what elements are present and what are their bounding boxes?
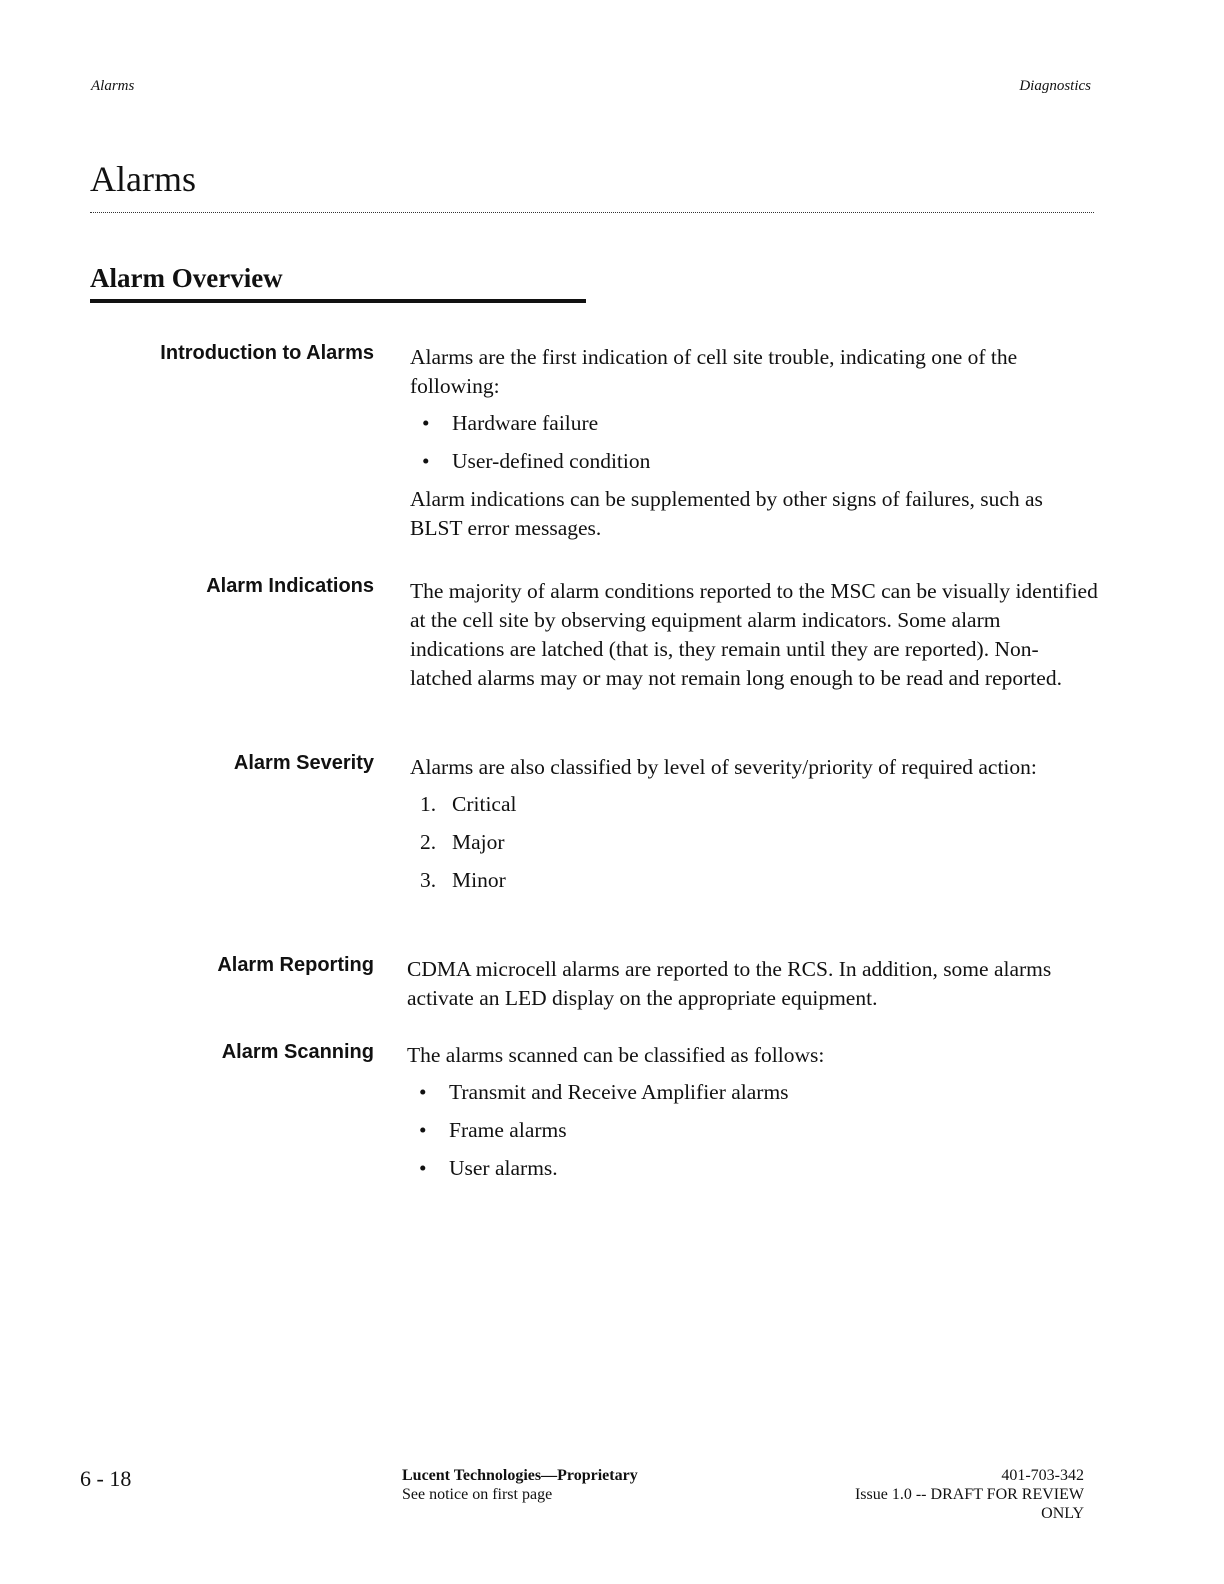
section-label: Alarm Scanning xyxy=(221,1041,374,1063)
paragraph: Alarm indications can be supplemented by other signs of failures, such as BLST error messages. xyxy=(410,487,1043,540)
title-dotted-rule xyxy=(90,212,1094,213)
footer-notice: See notice on first page xyxy=(402,1486,553,1503)
paragraph: Alarms are the first indication of cell site trouble, indicating one of the following: xyxy=(410,345,1018,398)
list-item: • Transmit and Receive Amplifier alarms xyxy=(407,1078,1097,1107)
section-body xyxy=(410,343,1100,543)
footer-proprietary-notice xyxy=(402,1466,638,1504)
list-item: • User-defined condition xyxy=(410,447,1100,476)
bullet-list xyxy=(407,1078,1097,1183)
section-label: Introduction to Alarms xyxy=(160,342,374,364)
footer-document-info xyxy=(855,1466,1084,1523)
list-item: • User alarms. xyxy=(407,1154,1097,1183)
numbered-list xyxy=(410,790,1100,895)
section-body xyxy=(407,955,1097,1013)
footer-issue-line2: ONLY xyxy=(1041,1505,1084,1522)
section-body xyxy=(410,753,1100,904)
section-label: Alarm Indications xyxy=(206,575,374,597)
section-rule xyxy=(90,299,586,303)
running-header-section: Diagnostics xyxy=(1019,78,1091,94)
footer-issue: Issue 1.0 -- DRAFT FOR REVIEW xyxy=(854,1486,1084,1503)
list-item: • Hardware failure xyxy=(410,409,1100,438)
list-item-text: Major xyxy=(452,830,505,854)
section-label: Alarm Severity xyxy=(233,752,374,774)
list-item: • Frame alarms xyxy=(407,1116,1097,1145)
list-number: 2. xyxy=(420,830,437,854)
footer-company: Lucent Technologies—Proprietary xyxy=(402,1467,638,1484)
list-item xyxy=(410,790,1100,819)
section-body xyxy=(410,577,1100,693)
page-number: 6 - 18 xyxy=(80,1466,132,1491)
paragraph: The majority of alarm conditions reported to the MSC can be visually identified at the cell site by observing equipment alarm indicators. Some alarm indications are latched (that is, they remain until they are reported). Non-latched alarms may or may not remain long enough to be read and reported. xyxy=(410,579,1098,690)
footer-doc-number: 401-703-342 xyxy=(1001,1467,1084,1484)
paragraph: Alarms are also classified by level of severity/priority of required action: xyxy=(410,755,1037,779)
paragraph: CDMA microcell alarms are reported to the RCS. In addition, some alarms activate an LED display on the appropriate equipment. xyxy=(407,957,1052,1010)
section-body xyxy=(407,1041,1097,1192)
paragraph: The alarms scanned can be classified as follows: xyxy=(407,1043,825,1067)
running-header-chapter: Alarms xyxy=(91,78,135,94)
list-number: 1. xyxy=(420,792,437,816)
bullet-list xyxy=(410,409,1100,476)
list-item-text: Critical xyxy=(452,792,517,816)
list-item-text: Minor xyxy=(452,868,506,892)
list-item xyxy=(410,866,1100,895)
section-title: Alarm Overview xyxy=(90,263,283,293)
page-title: Alarms xyxy=(90,159,196,199)
list-number: 3. xyxy=(420,868,437,892)
section-label: Alarm Reporting xyxy=(217,954,374,976)
list-item xyxy=(410,828,1100,857)
